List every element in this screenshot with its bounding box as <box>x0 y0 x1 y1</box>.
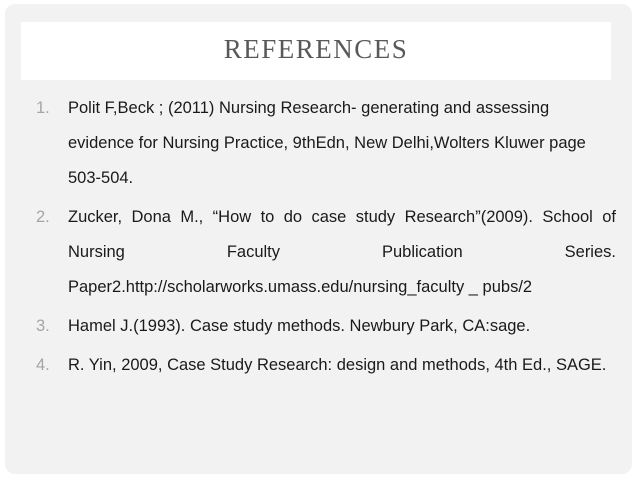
reference-item <box>36 200 616 305</box>
reference-number: 4. <box>36 356 50 374</box>
reference-text: R. Yin, 2009, Case Study Research: design and methods, 4th Ed., SAGE. <box>68 356 607 374</box>
slide-title: REFERENCES <box>223 34 409 64</box>
reference-item <box>36 309 616 344</box>
reference-number: 1. <box>36 99 50 117</box>
reference-list <box>36 91 616 387</box>
reference-item <box>36 91 616 196</box>
reference-number: 2. <box>36 208 50 226</box>
title-bar <box>21 22 611 80</box>
reference-text: Zucker, Dona M., “How to do case study Research”(2009). School of Nursing Faculty Publication Series. Paper2.http://scholarworks.umass.edu/nursing_faculty _ pubs/2 <box>68 208 616 296</box>
reference-text: Hamel J.(1993). Case study methods. Newbury Park, CA:sage. <box>68 317 531 335</box>
reference-number: 3. <box>36 317 50 335</box>
reference-text: Polit F,Beck ; (2011) Nursing Research- generating and assessing evidence for Nursing Practice, 9thEdn, New Delhi,Wolters Kluwer page 503-504. <box>68 99 586 187</box>
reference-item <box>36 348 616 383</box>
